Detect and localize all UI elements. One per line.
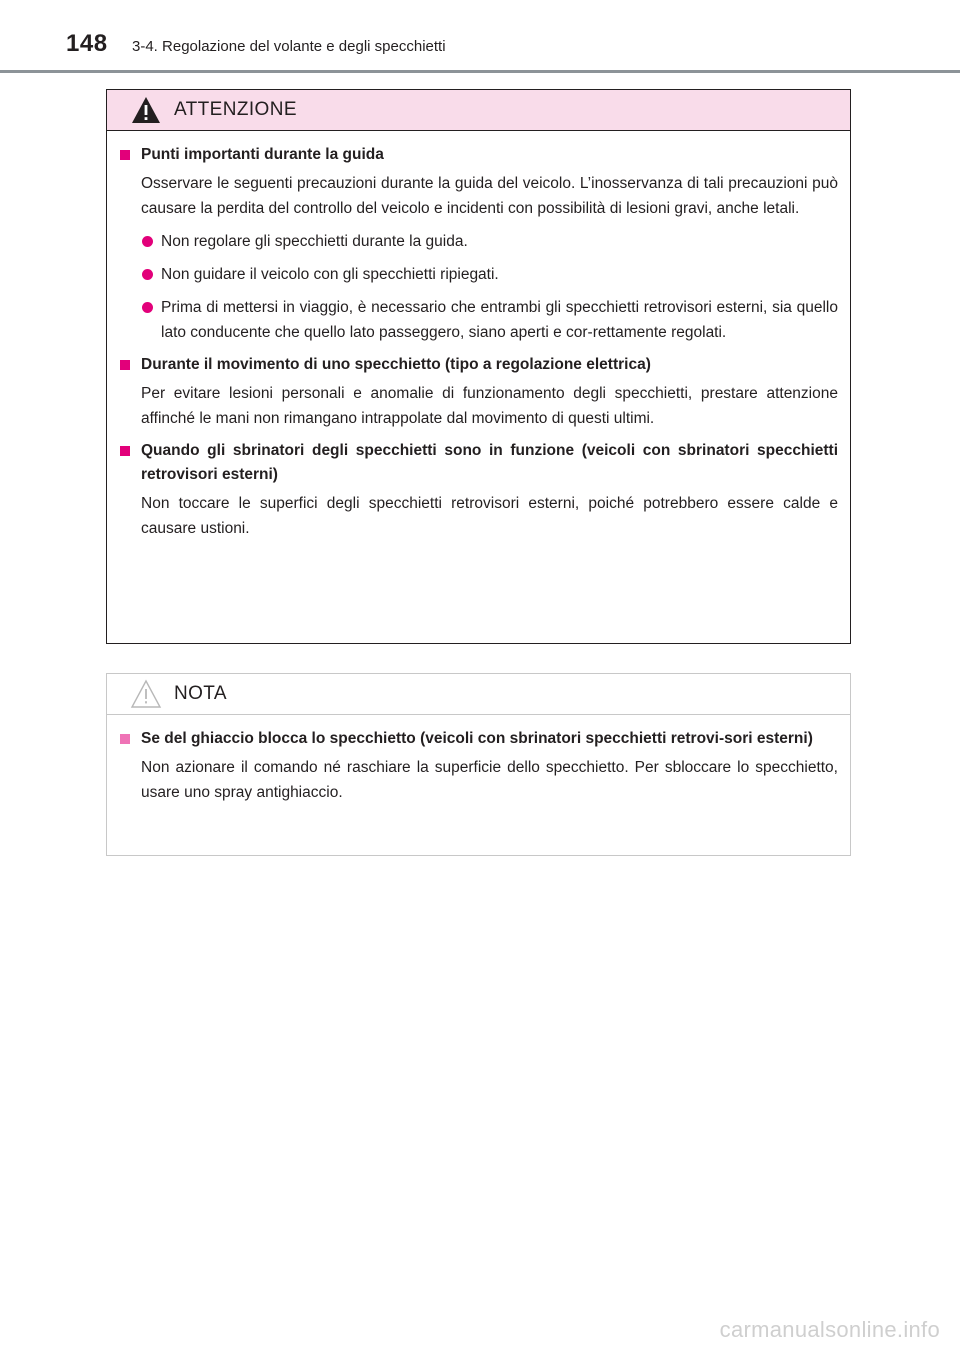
warning-bullet-item: Non regolare gli specchietti durante la guida. bbox=[117, 229, 838, 254]
section-title: 3-4. Regolazione del volante e degli specchietti bbox=[132, 38, 446, 55]
notice-box-header bbox=[107, 674, 850, 715]
warning-text-driving: Osservare le seguenti precauzioni durante la guida del veicolo. L’inosservanza di tali precauzioni può causare la perdita del controllo del veicolo e incidenti con possibilità di lesioni gravi, anche letali. bbox=[141, 175, 838, 217]
warning-title: ATTENZIONE bbox=[174, 99, 297, 120]
page-header bbox=[0, 0, 960, 76]
notice-box-body bbox=[107, 715, 850, 805]
warning-box-header bbox=[107, 90, 850, 131]
notice-box bbox=[106, 673, 851, 856]
square-bullet-icon bbox=[120, 360, 130, 370]
warning-text-defrosters: Non toccare le superfici degli specchietti retrovisori esterni, poiché potrebbero essere calde e causare ustioni. bbox=[141, 495, 838, 537]
header-divider bbox=[0, 70, 960, 73]
square-bullet-icon bbox=[120, 150, 130, 160]
footer-watermark: carmanualsonline.info bbox=[719, 1317, 940, 1342]
warning-heading-driving: Punti importanti durante la guida bbox=[117, 143, 838, 167]
notice-title: NOTA bbox=[174, 683, 227, 704]
square-bullet-icon bbox=[120, 446, 130, 456]
round-bullet-icon bbox=[142, 302, 153, 313]
round-bullet-icon bbox=[142, 269, 153, 280]
square-bullet-icon bbox=[120, 734, 130, 744]
warning-bullet-item: Non guidare il veicolo con gli specchietti ripiegati. bbox=[117, 262, 838, 287]
round-bullet-icon bbox=[142, 236, 153, 247]
notice-heading-ice: Se del ghiaccio blocca lo specchietto (veicoli con sbrinatori specchietti retrovi-sori esterni) bbox=[117, 727, 838, 751]
warning-triangle-icon bbox=[130, 95, 162, 125]
warning-heading-mirror-movement: Durante il movimento di uno specchietto (tipo a regolazione elettrica) bbox=[117, 353, 838, 377]
notice-text-ice: Non azionare il comando né raschiare la superficie dello specchietto. Per sbloccare lo specchietto, usare uno spray antighiaccio. bbox=[141, 759, 838, 801]
page-number: 148 bbox=[66, 30, 108, 57]
warning-box-body bbox=[107, 131, 850, 541]
warning-text-mirror-movement: Per evitare lesioni personali e anomalie di funzionamento degli specchietti, prestare attenzione affinché le mani non rimangano intrappolate dal movimento di questi ultimi. bbox=[141, 385, 838, 427]
warning-heading-defrosters: Quando gli sbrinatori degli specchietti sono in funzione (veicoli con sbrinatori specchietti retrovisori esterni) bbox=[117, 439, 838, 487]
warning-box bbox=[106, 89, 851, 644]
warning-bullet-item: Prima di mettersi in viaggio, è necessario che entrambi gli specchietti retrovisori esterni, sia quello lato conducente che quello lato passeggero, siano aperti e cor-rettamente regolati. bbox=[117, 295, 838, 345]
notice-triangle-icon bbox=[130, 679, 162, 709]
